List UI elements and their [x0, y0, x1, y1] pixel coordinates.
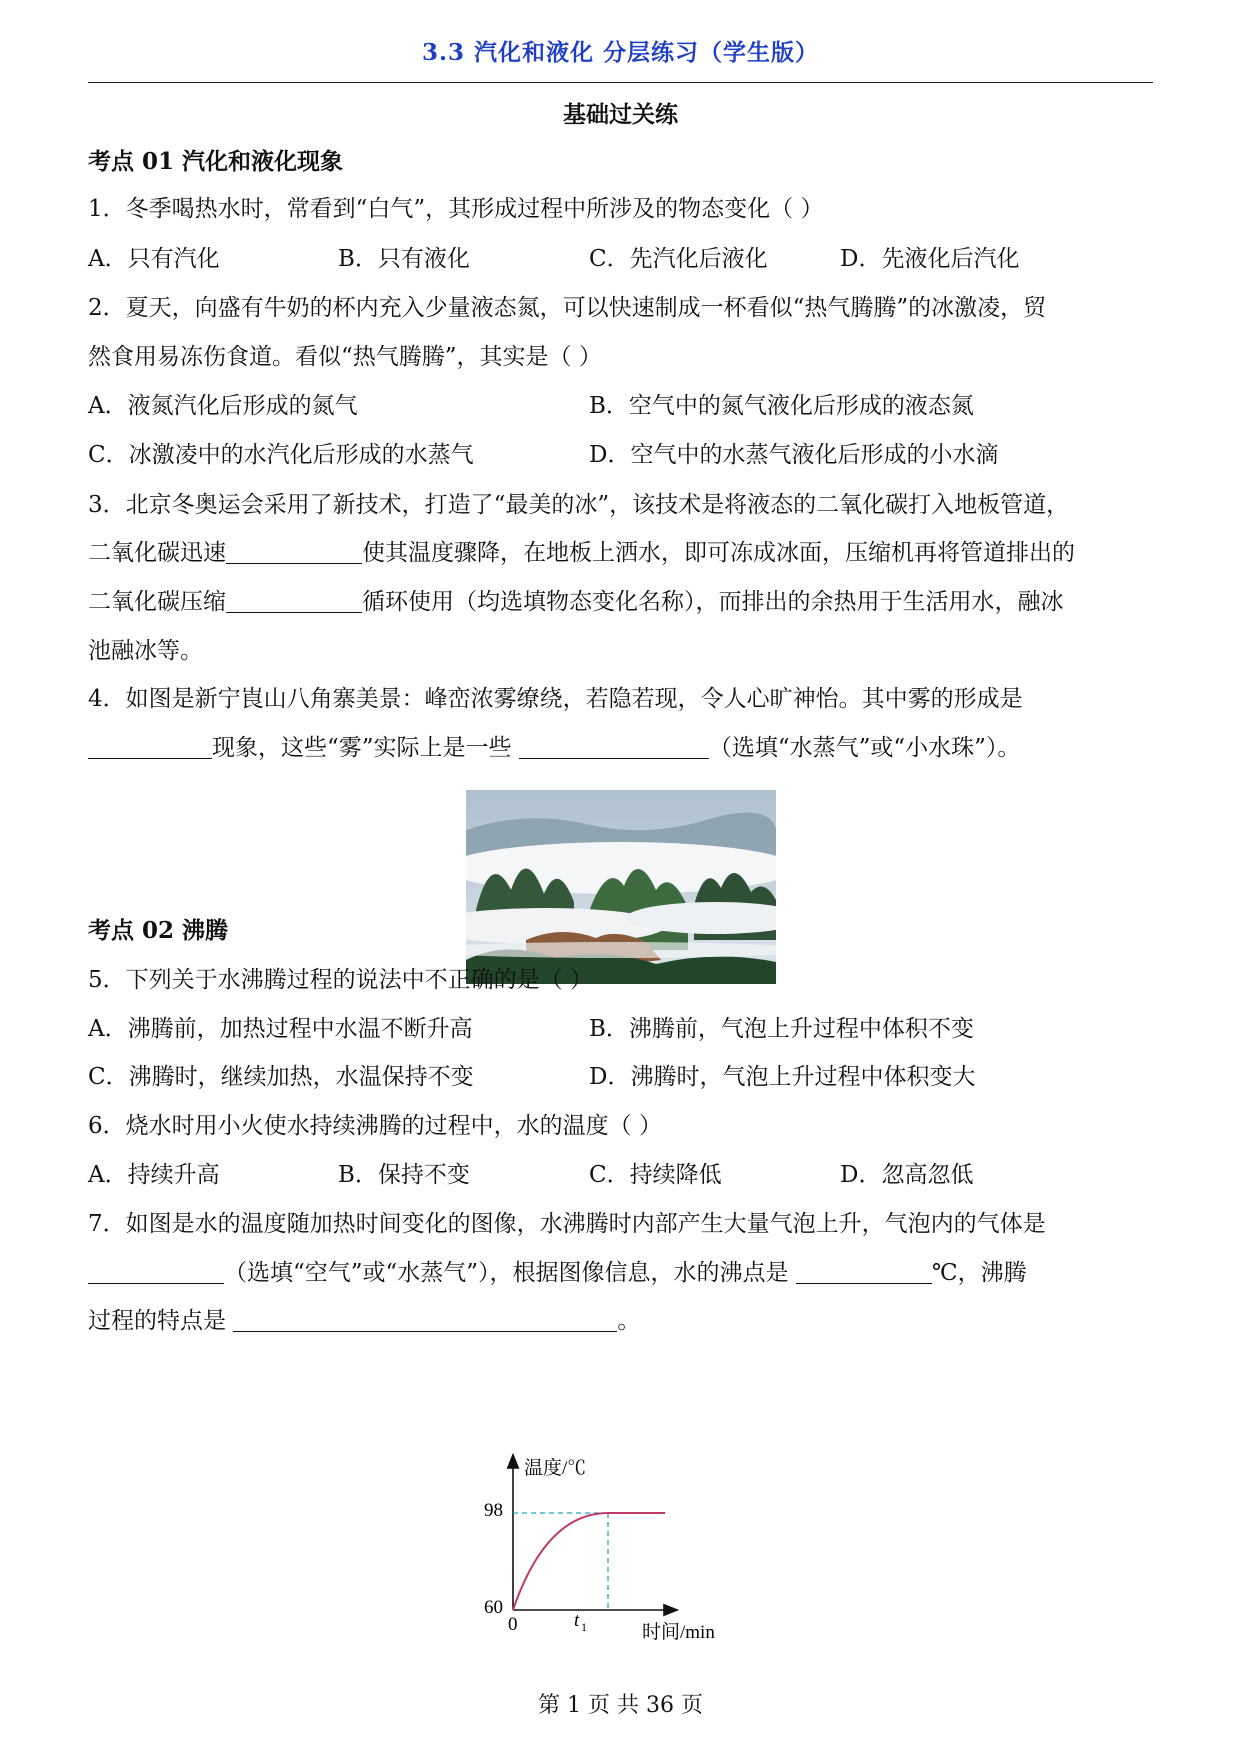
question-2-stem-line2: 然食用易冻伤食道。看似“热气腾腾”，其实是（ ）: [88, 344, 602, 370]
section-title: 基础过关练: [563, 101, 678, 128]
q5-option-d[interactable]: D．沸腾时，气泡上升过程中体积变大: [589, 1064, 976, 1090]
q1-option-c[interactable]: C．先汽化后液化: [589, 246, 768, 272]
x-tick-subscript: 1: [581, 1620, 587, 1634]
q4-line2-middle: 现象，这些“雾”实际上是一些: [212, 735, 519, 761]
q7-answer-blank-3[interactable]: [233, 1309, 617, 1332]
q7-answer-blank-2[interactable]: [796, 1261, 932, 1284]
q6-option-a[interactable]: A．持续升高: [88, 1162, 220, 1188]
q1-option-b[interactable]: B．只有液化: [338, 246, 470, 272]
question-7-line1: 7．如图是水的温度随加热时间变化的图像，水沸腾时内部产生大量气泡上升，气泡内的气体是: [88, 1211, 1046, 1237]
q7-line2-middle: （选填“空气”或“水蒸气”），根据图像信息，水的沸点是: [224, 1260, 796, 1286]
question-7-line3: [88, 1306, 640, 1336]
y-axis-label: 温度/℃: [524, 1458, 587, 1479]
q2-option-a[interactable]: A．液氮汽化后形成的氮气: [88, 393, 358, 419]
page-footer: 第 1 页 共 36 页: [538, 1693, 703, 1718]
question-4-line2: [88, 733, 1020, 763]
q5-option-a[interactable]: A．沸腾前，加热过程中水温不断升高: [88, 1016, 473, 1042]
header-title: 3.3 汽化和液化 分层练习（学生版）: [421, 39, 820, 66]
question-3-line2: [88, 538, 1075, 568]
question-6-stem: 6．烧水时用小火使水持续沸腾的过程中，水的温度（ ）: [88, 1113, 662, 1139]
header-divider: [88, 82, 1153, 83]
q4-answer-blank-2[interactable]: [519, 736, 709, 759]
point-02-heading: 考点 02 沸腾: [88, 917, 229, 944]
mountain-fog-photo: [466, 790, 776, 984]
x-tick-origin: 0: [508, 1614, 518, 1635]
q3-answer-blank-2[interactable]: [226, 590, 362, 613]
q4-answer-blank-1[interactable]: [88, 736, 212, 759]
q2-option-d[interactable]: D．空气中的水蒸气液化后形成的小水滴: [589, 442, 999, 468]
q2-option-c[interactable]: C．冰激凌中的水汽化后形成的水蒸气: [88, 442, 474, 468]
q3-line2-start: 二氧化碳迅速: [88, 540, 226, 566]
question-3-line1: 3．北京冬奥运会采用了新技术，打造了“最美的冰”，该技术是将液态的二氧化碳打入地板管道，: [88, 492, 1070, 518]
q1-option-a[interactable]: A．只有汽化: [88, 246, 220, 272]
q5-option-c[interactable]: C．沸腾时，继续加热，水温保持不变: [88, 1064, 474, 1090]
question-4-line1: 4．如图是新宁崀山八角寨美景：峰峦浓雾缭绕，若隐若现，令人心旷神怡。其中雾的形成是: [88, 686, 1023, 712]
q5-option-b[interactable]: B．沸腾前，气泡上升过程中体积不变: [589, 1016, 974, 1042]
q7-line3-end: 。: [617, 1308, 641, 1334]
q3-line3-end: 循环使用（均选填物态变化名称），而排出的余热用于生活用水，融冰: [362, 589, 1064, 615]
question-3-line3: [88, 587, 1064, 617]
x-tick-t: t: [574, 1610, 580, 1631]
q7-line3-start: 过程的特点是: [88, 1308, 234, 1334]
q7-line2-end: ℃，沸腾: [931, 1260, 1027, 1286]
q1-option-d[interactable]: D．先液化后汽化: [840, 246, 1020, 272]
boiling-curve-chart: [480, 1450, 760, 1660]
question-3-line4: 池融冰等。: [88, 638, 203, 664]
q3-answer-blank-1[interactable]: [226, 541, 362, 564]
q2-option-b[interactable]: B．空气中的氮气液化后形成的液态氮: [589, 393, 974, 419]
q6-option-b[interactable]: B．保持不变: [338, 1162, 470, 1188]
q7-answer-blank-1[interactable]: [88, 1261, 224, 1284]
q6-option-d[interactable]: D．忽高忽低: [840, 1162, 974, 1188]
question-2-stem-line1: 2．夏天，向盛有牛奶的杯内充入少量液态氮，可以快速制成一杯看似“热气腾腾”的冰激凌，贸: [88, 295, 1047, 321]
question-1-stem: 1．冬季喝热水时，常看到“白气”，其形成过程中所涉及的物态变化（ ）: [88, 196, 824, 222]
y-tick-60: 60: [484, 1597, 503, 1618]
temperature-curve: [513, 1513, 665, 1610]
x-axis-label: 时间/min: [642, 1622, 715, 1643]
q4-line2-end: （选填“水蒸气”或“小水珠”）。: [708, 735, 1021, 761]
point-01-heading: 考点 01 汽化和液化现象: [88, 148, 344, 175]
question-7-line2: [88, 1258, 1027, 1288]
q3-line2-end: 使其温度骤降，在地板上洒水，即可冻成冰面，压缩机再将管道排出的: [362, 540, 1075, 566]
question-5-stem: 5．下列关于水沸腾过程的说法中不正确的是（ ）: [88, 967, 593, 993]
q6-option-c[interactable]: C．持续降低: [589, 1162, 722, 1188]
boiling-curve-figure: [480, 1450, 760, 1660]
y-tick-98: 98: [484, 1500, 503, 1521]
q3-line3-start: 二氧化碳压缩: [88, 589, 226, 615]
